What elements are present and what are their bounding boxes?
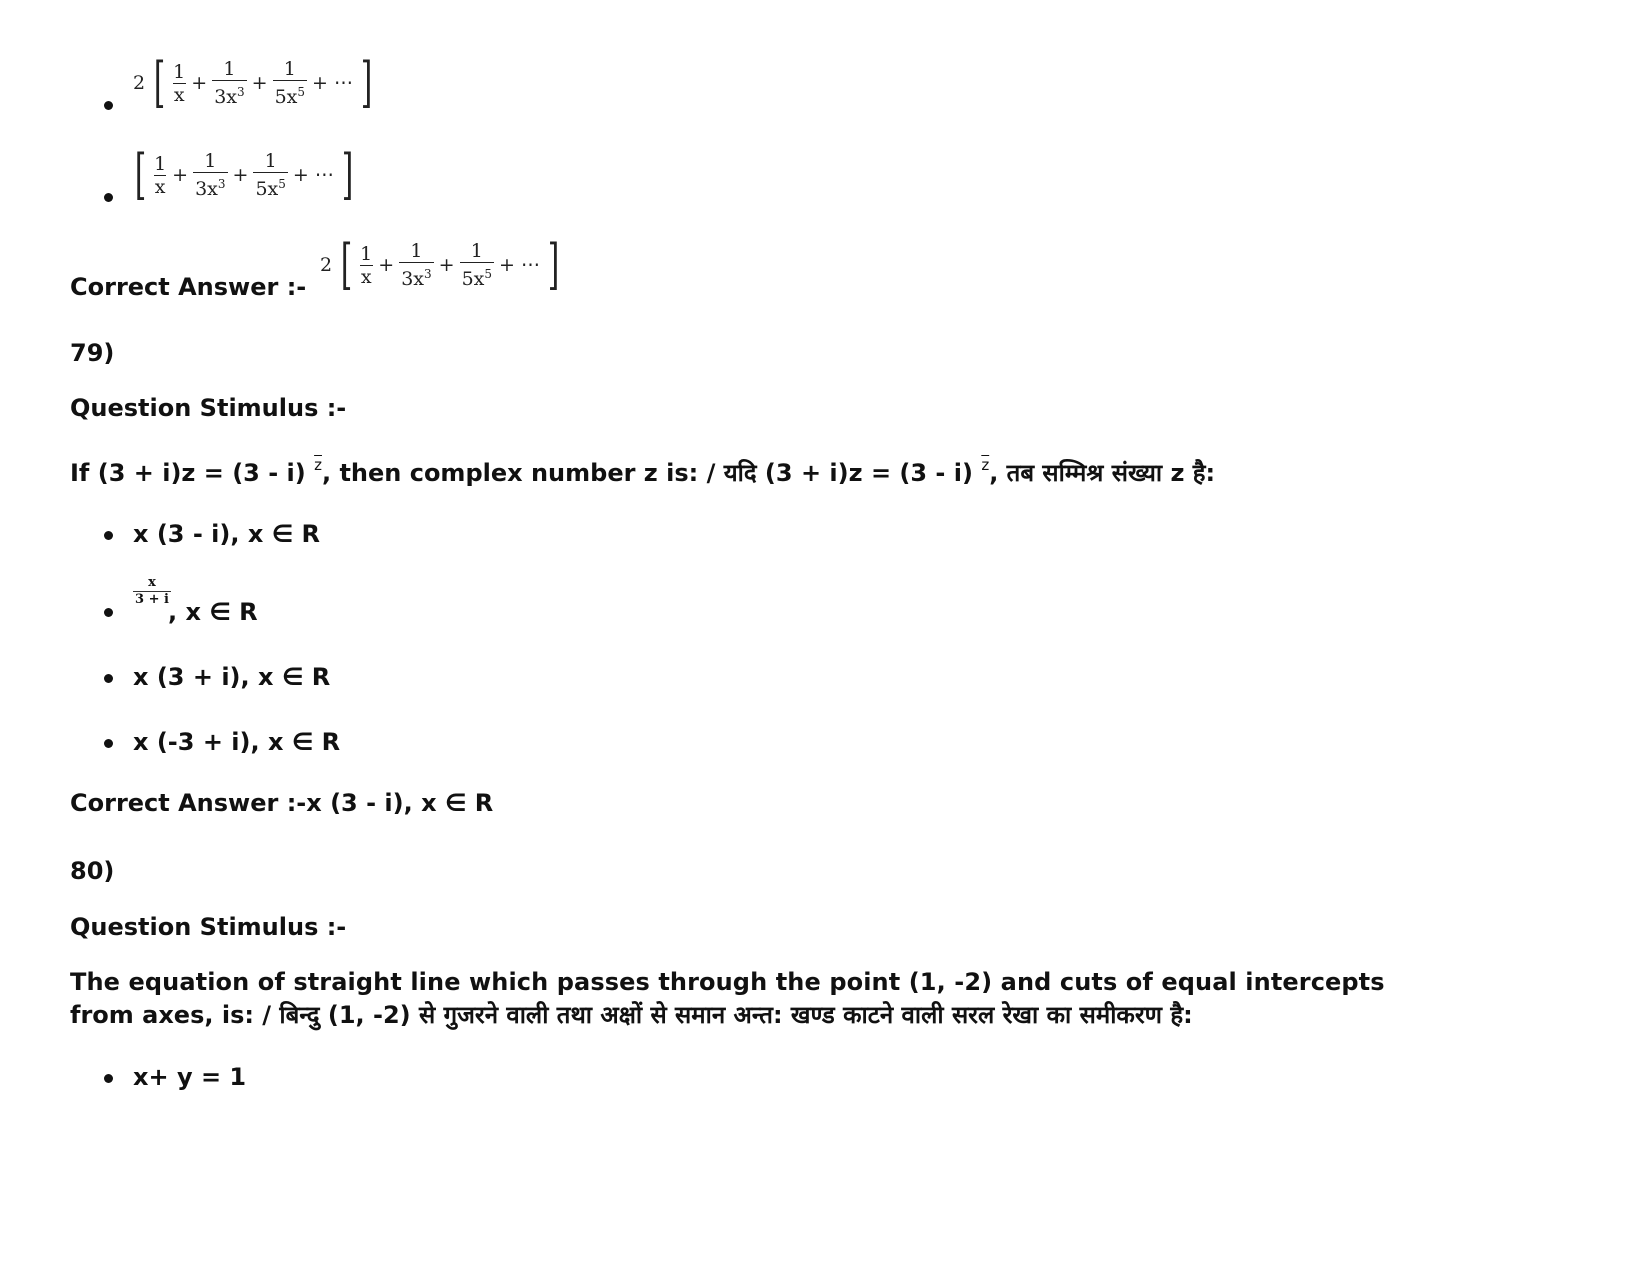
ellipsis-tail: + ⋯ [312, 72, 353, 94]
left-bracket: [ [134, 143, 147, 206]
denominator-base: 3x [214, 86, 237, 108]
q79-option-3: x (3 + i), x ∈ R [133, 663, 331, 691]
plus-sign: + [172, 164, 189, 186]
q79-option-4: x (-3 + i), x ∈ R [133, 728, 341, 756]
q79-correct-answer [70, 789, 493, 817]
bullet [104, 193, 113, 202]
correct-answer-value: x (3 - i), x ∈ R [306, 789, 494, 817]
bullet [104, 1074, 113, 1083]
fraction-term [153, 153, 167, 198]
denominator [193, 172, 227, 200]
denominator: x [360, 265, 372, 288]
right-bracket: ] [547, 233, 560, 296]
left-bracket: [ [153, 51, 166, 114]
fraction-term [460, 240, 494, 290]
denominator-base: 3x [401, 268, 424, 290]
denominator-base: 5x [461, 268, 485, 290]
numerator: 1 [154, 152, 167, 175]
denominator [212, 80, 246, 108]
bullet [104, 608, 113, 617]
q80-question-line-2: from axes, is: / बिन्दु (1, -2) से गुजरने वाली तथा अक्षों से समान अन्त: खण्ड काटने वाली सरल रेखा का समीकरण है: [70, 1001, 1193, 1029]
z-conjugate: z [314, 456, 322, 474]
numerator: 1 [173, 60, 186, 83]
numerator: 1 [264, 150, 277, 172]
q80-stimulus-label: Question Stimulus :- [70, 913, 347, 941]
z-conjugate: z [981, 456, 990, 474]
denominator: x [173, 83, 185, 106]
numerator: 1 [283, 58, 296, 80]
denominator [253, 172, 287, 200]
denominator: 3 + i [135, 592, 169, 607]
numerator: 1 [410, 240, 423, 262]
bullet [104, 531, 113, 540]
denominator [460, 262, 494, 290]
fraction-term [399, 240, 433, 290]
fraction-term [212, 58, 246, 108]
q78-option-a-expression [133, 51, 377, 114]
q79-option-2-rest: , x ∈ R [168, 598, 258, 626]
q79-option-2-fraction [133, 575, 171, 608]
fraction-term [359, 243, 373, 288]
bullet [104, 739, 113, 748]
numerator: 1 [470, 240, 483, 262]
exponent: 5 [278, 177, 286, 191]
exponent: 3 [424, 267, 432, 281]
correct-answer-label: Correct Answer :- [70, 789, 307, 817]
q80-option-1: x+ y = 1 [133, 1063, 247, 1091]
plus-sign: + [191, 72, 208, 94]
question-text-part: If (3 + i)z = (3 - i) [70, 459, 315, 487]
denominator-base: 5x [274, 86, 298, 108]
bullet [104, 674, 113, 683]
q78-correct-answer-expression [320, 233, 564, 296]
fraction-term [273, 58, 307, 108]
q79-option-1: x (3 - i), x ∈ R [133, 520, 321, 548]
numerator: 1 [204, 150, 217, 172]
numerator: x [148, 575, 156, 590]
exponent: 3 [237, 85, 245, 99]
q80-number: 80) [70, 857, 115, 885]
numerator: 1 [223, 58, 236, 80]
fraction-term [172, 61, 186, 106]
fraction-term [193, 150, 227, 200]
denominator [273, 80, 307, 108]
q79-question-text [70, 456, 1215, 489]
ellipsis-tail: + ⋯ [292, 164, 334, 186]
q79-stimulus-label: Question Stimulus :- [70, 394, 347, 422]
ellipsis-tail: + ⋯ [499, 254, 540, 276]
right-bracket: ] [341, 143, 354, 206]
fraction-term [253, 150, 287, 200]
coefficient: 2 [320, 254, 333, 276]
plus-sign: + [251, 72, 268, 94]
coefficient: 2 [133, 72, 146, 94]
q78-correct-answer-label: Correct Answer :- [70, 273, 307, 301]
right-bracket: ] [360, 51, 373, 114]
exponent: 5 [297, 85, 306, 99]
q78-option-b-expression [130, 143, 358, 206]
q79-number: 79) [70, 339, 115, 367]
q80-question-line-1: The equation of straight line which passes through the point (1, -2) and cuts of equal intercepts [70, 968, 1385, 996]
plus-sign: + [378, 254, 395, 276]
exponent: 3 [217, 177, 226, 191]
question-text-part: , तब सम्मिश्र संख्या z है: [989, 459, 1216, 487]
denominator-base: 3x [195, 178, 218, 200]
plus-sign: + [232, 164, 249, 186]
plus-sign: + [438, 254, 455, 276]
question-text-part: , then complex number z is: / यदि (3 + i)z = (3 - i) [321, 459, 982, 487]
left-bracket: [ [340, 233, 353, 296]
numerator: 1 [360, 242, 373, 265]
exponent: 5 [484, 267, 493, 281]
bullet [104, 101, 113, 110]
denominator [399, 262, 433, 290]
denominator-base: 5x [255, 178, 279, 200]
denominator: x [154, 175, 166, 198]
